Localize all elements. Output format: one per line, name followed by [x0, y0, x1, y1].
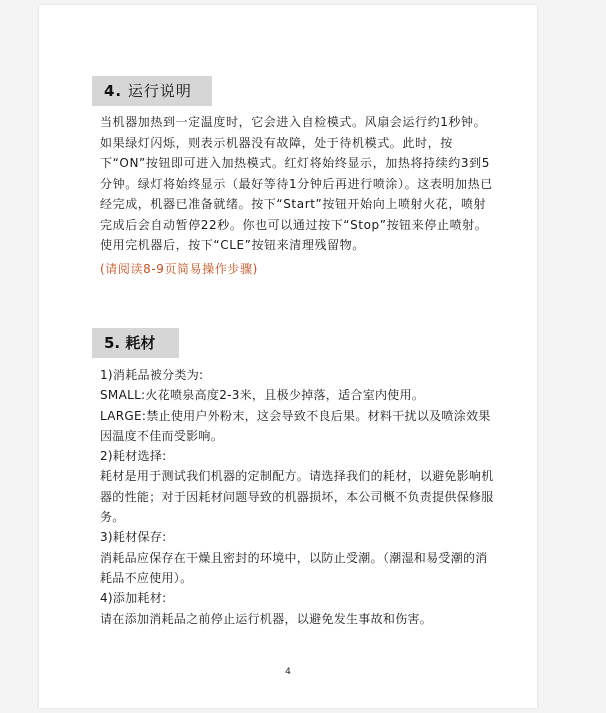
section-4-title: 运行说明: [127, 82, 192, 100]
section-4-header: [92, 76, 212, 106]
section-5-header: [92, 328, 179, 358]
section-5-line: LARGE:禁止使用户外粉末，这会导致不良后果。材料干扰以及喷涂效果因温度不佳而受影响。: [100, 408, 491, 443]
section-5-line: 耗材是用于测试我们机器的定制配方。请选择我们的耗材，以避免影响机器的性能；对于因耗材问题导致的机器损坏，本公司概不负责提供保修服务。: [100, 469, 494, 525]
section-4-note: (请阅读8-9页简易操作步骤): [100, 261, 258, 276]
section-5-body: [100, 365, 495, 629]
section-5-title: 耗材: [125, 334, 156, 352]
section-5-line: 消耗品应保存在干燥且密封的环境中，以防止受潮。（潮湿和易受潮的消耗品不应使用）。: [100, 550, 488, 585]
section-5-number: 5.: [104, 334, 121, 352]
section-5-line: 2)耗材选择:: [100, 449, 167, 464]
section-5-line: 请在添加消耗品之前停止运行机器，以避免发生事故和伤害。: [100, 611, 433, 626]
section-5-line: SMALL:火花喷泉高度2-3米，且极少掉落，适合室内使用。: [100, 388, 425, 403]
section-4-paragraph: 当机器加热到一定温度时，它会进入自检模式。风扇会运行约1秒钟。如果绿灯闪烁，则表示机器没有故障，处于待机模式。此时，按下“ON”按钮即可进入加热模式。红灯将始终显示，加热将持续约3到5分钟。绿灯将始终显示（最好等待1分钟后再进行喷涂）。这表明加热已经完成，机器已准备就绪。按下“Start”按钮开始向上喷射火花，喷射完成后会自动暂停22秒。你也可以通过按下“Stop”按钮来停止喷射。使用完机器后，按下“CLE”按钮来清理残留物。: [100, 115, 493, 252]
page-number: 4: [285, 667, 291, 677]
section-4-number: 4.: [104, 82, 123, 100]
section-5-line: 1)消耗品被分类为:: [100, 368, 204, 382]
document-page: [39, 5, 537, 708]
section-4-body: [100, 112, 495, 279]
section-5-line: 4)添加耗材:: [100, 591, 167, 606]
section-5-line: 3)耗材保存:: [100, 530, 167, 545]
